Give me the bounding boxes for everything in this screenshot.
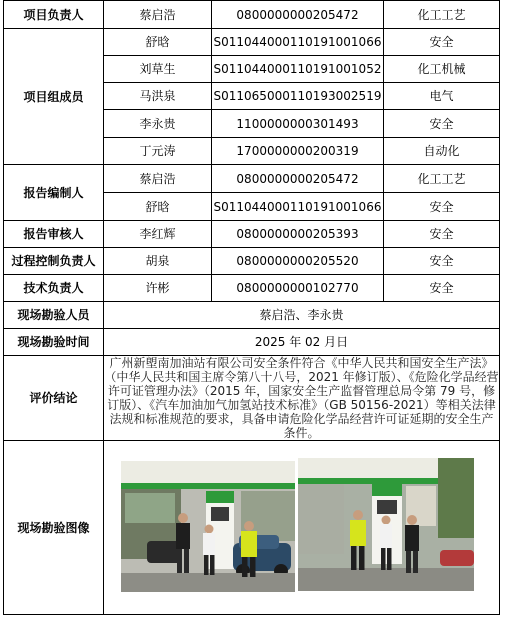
reviewer-name: 李红辉	[104, 221, 212, 248]
inspect-time-label: 现场勘验时间	[4, 329, 104, 356]
member-name: 刘草生	[104, 56, 212, 83]
member-major: 自动化	[384, 138, 500, 165]
conclusion-text: 广州新塱南加油站有限公司安全条件符合《中华人民共和国安全生产法》（中华人民共和国主席令第八十八号，2021 年修订版）、《危险化学品经营许可证管理办法》（2015 年，国家安全生产监督管理总局令第 79 号，修订版）、《汽车加油加气加氢站技术标准》（GB 50156-2021）等相关法律法规和标准规范的要求，具备申请危险化学品经营许可证延期的安全生产条件。	[104, 356, 499, 440]
member-cert: S011065000110193002519	[212, 83, 384, 110]
conclusion-label: 评价结论	[4, 356, 104, 441]
inspect-time-value: 2025 年 02 月日	[104, 329, 500, 356]
member-name: 丁元涛	[104, 138, 212, 165]
process-name: 胡泉	[104, 248, 212, 275]
members-label: 项目组成员	[4, 29, 104, 165]
site-photo-1	[121, 461, 295, 592]
writer-cert: 0800000000205472	[212, 165, 384, 193]
member-major: 电气	[384, 83, 500, 110]
writer-major: 安全	[384, 193, 500, 221]
reviewer-cert: 0800000000205393	[212, 221, 384, 248]
tech-name: 许彬	[104, 275, 212, 302]
process-cert: 0800000000205520	[212, 248, 384, 275]
photo-area	[104, 441, 499, 613]
leader-major: 化工工艺	[384, 1, 500, 29]
member-major: 安全	[384, 110, 500, 138]
tech-major: 安全	[384, 275, 500, 302]
writer-name: 蔡启浩	[104, 165, 212, 193]
tech-cert: 0800000000102770	[212, 275, 384, 302]
images-label: 现场勘验图像	[4, 441, 104, 615]
report-table	[3, 0, 500, 615]
member-name: 舒晗	[104, 29, 212, 56]
member-major: 安全	[384, 29, 500, 56]
member-cert: 1700000000200319	[212, 138, 384, 165]
inspectors-value: 蔡启浩、李永贵	[104, 302, 500, 329]
writers-label: 报告编制人	[4, 165, 104, 221]
reviewer-major: 安全	[384, 221, 500, 248]
member-major: 化工机械	[384, 56, 500, 83]
member-cert: S011044000110191001052	[212, 56, 384, 83]
tech-label: 技术负责人	[4, 275, 104, 302]
leader-label: 项目负责人	[4, 1, 104, 29]
site-photo-2	[298, 458, 474, 591]
member-name: 李永贵	[104, 110, 212, 138]
leader-name: 蔡启浩	[104, 1, 212, 29]
member-cert: 1100000000301493	[212, 110, 384, 138]
process-major: 安全	[384, 248, 500, 275]
process-label: 过程控制负责人	[4, 248, 104, 275]
member-cert: S011044000110191001066	[212, 29, 384, 56]
writer-name: 舒晗	[104, 193, 212, 221]
leader-cert: 0800000000205472	[212, 1, 384, 29]
member-name: 马洪泉	[104, 83, 212, 110]
inspectors-label: 现场勘验人员	[4, 302, 104, 329]
images-cell	[104, 441, 500, 615]
writer-cert: S011044000110191001066	[212, 193, 384, 221]
writer-major: 化工工艺	[384, 165, 500, 193]
reviewer-label: 报告审核人	[4, 221, 104, 248]
